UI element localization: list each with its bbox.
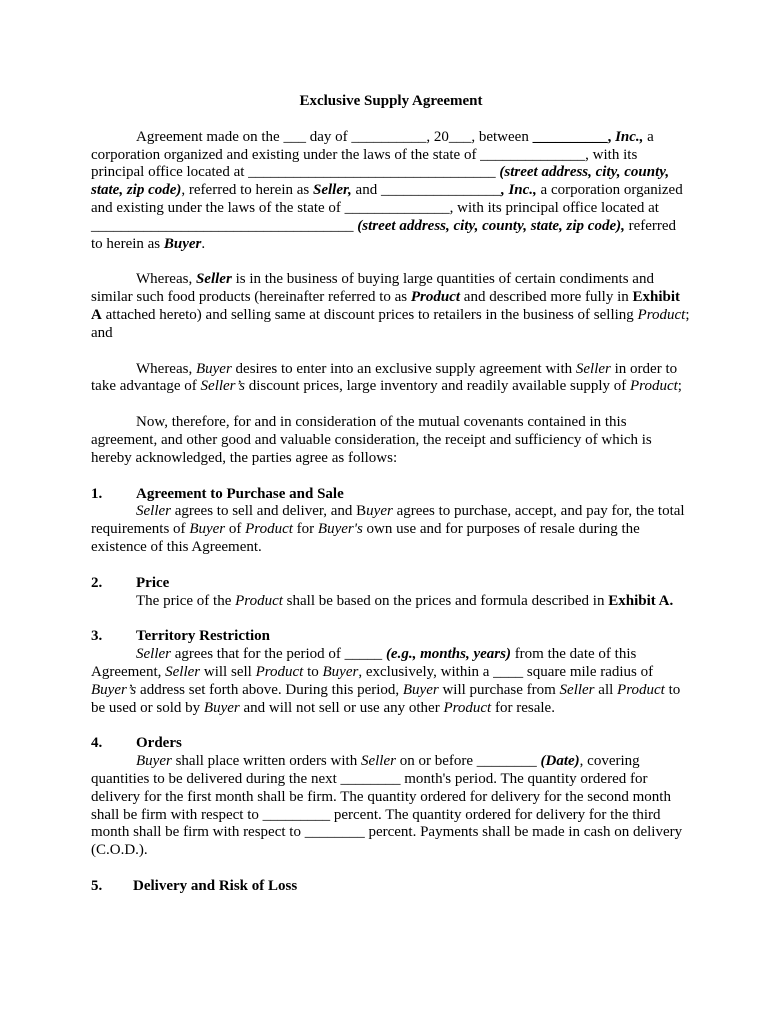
text-run: . — [201, 235, 206, 252]
text-run: shall be based on the prices and formula described in — [282, 592, 609, 609]
text-run: Product — [617, 681, 665, 698]
text-run: of — [225, 521, 246, 538]
text-run: agrees to sell and deliver, and B — [171, 503, 367, 520]
section-2 — [91, 575, 691, 611]
text-run: (e.g., months, years) — [385, 646, 511, 663]
section-number: 5. — [91, 877, 103, 894]
text-run: attached hereto) and selling same at discount prices to retailers in the business of selling — [101, 306, 638, 323]
text-run: will sell — [200, 663, 256, 680]
text-run: Exhibit A. — [608, 592, 674, 609]
text-run: Product — [410, 289, 461, 306]
section-title: Delivery and Risk of Loss — [133, 877, 298, 894]
section-title: Territory Restriction — [136, 628, 270, 645]
text-run: on or before ________ — [395, 753, 541, 770]
section-number: 2. — [91, 574, 103, 591]
text-run: agrees to purchase, accept, and pay for, the total requirements of — [91, 503, 685, 538]
text-run: Seller — [559, 681, 595, 698]
text-run: (Date) — [540, 753, 580, 770]
section-text — [91, 646, 691, 717]
text-run: Buyer — [136, 753, 172, 770]
text-run: Seller — [165, 663, 201, 680]
text-run: Whereas, — [136, 271, 196, 288]
text-run: and described more fully in — [460, 289, 633, 306]
whereas-paragraph-2 — [91, 361, 691, 397]
text-run: Product — [235, 592, 283, 609]
text-run: desires to enter into an exclusive supply agreement with — [231, 360, 576, 377]
text-run: for — [292, 521, 318, 538]
section-text — [91, 753, 691, 860]
section-heading — [91, 486, 691, 504]
text-run: Product — [637, 306, 686, 323]
text-run: Seller — [136, 646, 171, 663]
text-run: own use and for purposes of resale during the existence of this Agreement. — [91, 521, 640, 555]
text-run: all — [594, 681, 618, 698]
text-run: shall place written orders with — [171, 753, 361, 770]
text-run: Product — [245, 521, 293, 538]
text-run: referred to herein as — [91, 217, 677, 252]
text-run: Whereas, — [136, 360, 196, 377]
text-run: and ________________ — [351, 182, 501, 199]
text-run: , referred to herein as — [181, 182, 314, 199]
text-run: is in the business of buying large quantities of certain condiments and similar such food products (hereinafter referred to as — [91, 271, 654, 306]
text-run: Agreement made on the ___ day of __________, 20___, between — [136, 128, 533, 145]
text-run: Buyer — [322, 663, 359, 680]
text-run: Product — [443, 699, 492, 716]
document-body — [91, 93, 691, 914]
text-run: for resale. — [491, 699, 555, 716]
text-run: Seller, — [313, 182, 352, 199]
text-run: Inc., — [615, 128, 644, 145]
text-run: (street address, city, county, state, zip code), — [357, 217, 625, 234]
section-number: 1. — [91, 485, 103, 502]
text-run: Buyer — [189, 521, 226, 538]
text-run: Seller — [360, 753, 396, 770]
text-run: to be used or sold by — [91, 681, 681, 716]
text-run: Product — [255, 663, 304, 680]
text-run: Buyer — [402, 681, 439, 698]
text-run: Seller — [136, 503, 171, 520]
text-run: uyer — [366, 503, 393, 520]
text-run: and will not sell or use any other — [239, 699, 444, 716]
text-run: ; — [677, 378, 682, 395]
text-run: The price of the — [136, 592, 236, 609]
text-run: Buyer — [163, 235, 202, 252]
section-5 — [91, 878, 691, 896]
whereas-paragraph-1 — [91, 271, 691, 342]
section-text — [91, 503, 691, 556]
now-therefore-paragraph: Now, therefore, for and in consideration of the mutual covenants contained in this agreement, and other good and valuable consideration, the receipt and sufficiency of which is hereby acknowledged, the parties agree as follows: — [91, 414, 652, 466]
section-number: 3. — [91, 628, 103, 645]
text-run: a corporation organized and existing under the laws of the state of ______________, with its principal office located at _________________________________ — [91, 128, 654, 181]
text-run: Seller — [195, 271, 232, 288]
text-run: , Inc., — [500, 182, 537, 199]
section-title: Price — [136, 574, 170, 591]
section-heading — [91, 878, 691, 896]
section-heading — [91, 735, 691, 753]
text-run: Buyer — [195, 360, 232, 377]
text-run: ; and — [91, 306, 690, 341]
section-title: Agreement to Purchase and Sale — [136, 485, 344, 502]
text-run: discount prices, large inventory and readily available supply of — [244, 378, 631, 395]
text-run: Seller — [575, 360, 611, 377]
text-run: will purchase from — [438, 681, 560, 698]
text-run: , covering quantities to be delivered during the next ________ month's period. The quantity ordered for delivery for the first month shall be firm. The quantity ordered for delivery for the second month shall be firm with respect to _________ percent. The quantity ordered for delivery for the third month shall be firm with respect to ________ percent. Payments shall be made in cash on delivery (C.O.D.). — [91, 753, 683, 859]
text-run: (street address, city, county, state, zip code) — [91, 164, 670, 199]
section-heading — [91, 628, 691, 646]
document-title: Exclusive Supply Agreement — [299, 93, 483, 109]
section-number: 4. — [91, 735, 103, 752]
text-run: from the date of this Agreement, — [91, 646, 637, 680]
section-3 — [91, 628, 691, 717]
section-text — [91, 593, 691, 611]
text-run: Buyer — [203, 699, 240, 716]
text-run: agrees that for the period of _____ — [171, 646, 386, 663]
text-run: __________, — [532, 128, 616, 145]
section-1 — [91, 486, 691, 557]
text-run: a corporation organized and existing under the laws of the state of ______________, with its principal office located at ___________________________________ — [91, 182, 683, 234]
section-4 — [91, 735, 691, 860]
text-run: Exhibit A — [91, 289, 681, 323]
text-run: Buyer's — [317, 521, 363, 538]
text-run: address set forth above. During this period, — [136, 681, 403, 698]
text-run: , exclusively, within a ____ square mile radius of — [358, 663, 654, 680]
preamble-paragraph — [91, 129, 691, 254]
text-run: in order to take advantage of — [91, 360, 678, 395]
text-run: Buyer’s — [91, 681, 137, 698]
text-run: Seller’s — [200, 378, 245, 395]
text-run: to — [303, 663, 323, 680]
section-heading — [91, 575, 691, 593]
section-title: Orders — [136, 735, 182, 752]
text-run: Product — [630, 378, 678, 395]
